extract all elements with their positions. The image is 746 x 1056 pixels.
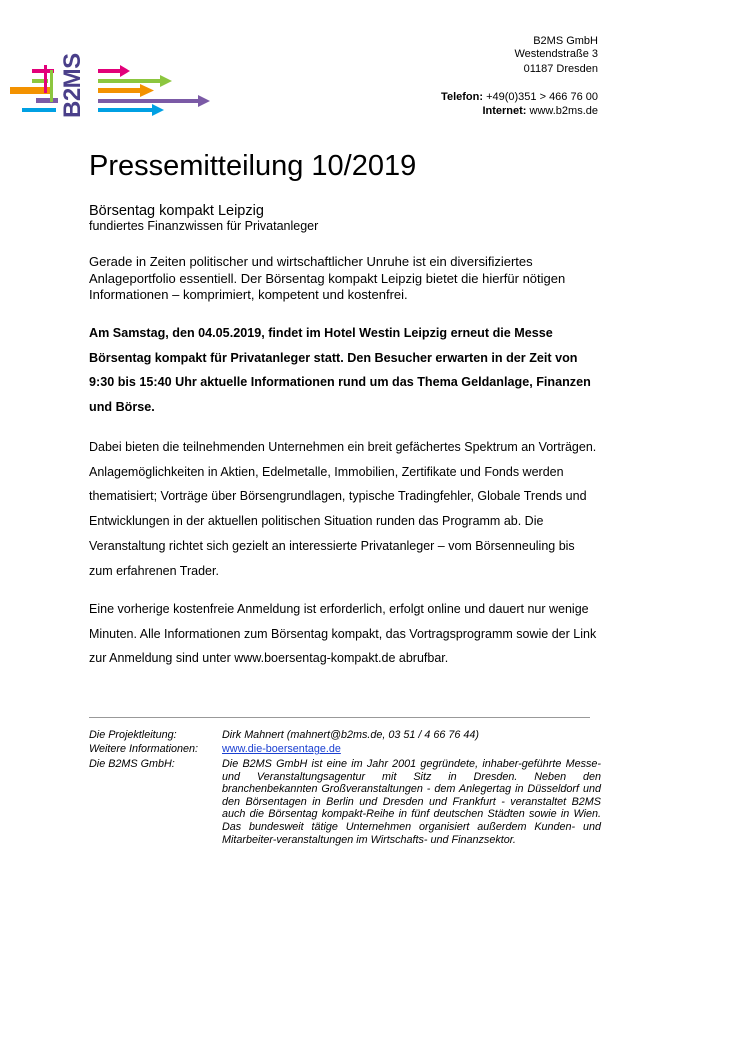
footer-divider bbox=[89, 717, 590, 718]
page-title: Pressemitteilung 10/2019 bbox=[89, 150, 417, 182]
logo-text bbox=[59, 44, 86, 118]
address-company: B2MS GmbH bbox=[533, 35, 598, 47]
project-lead-label: Die Projektleitung: bbox=[89, 729, 177, 741]
b2ms-logo bbox=[10, 40, 220, 120]
intro-paragraph: Gerade in Zeiten politischer und wirtschaftlicher Unruhe ist ein diversifiziertes Anlageportfolio essentiell. Der Börsentag kompakt Leipzig bietet die hierfür nötigen Informationen – komprimiert, kompetent und kostenfrei. bbox=[89, 254, 566, 302]
web-label: Internet: bbox=[482, 105, 527, 117]
project-lead-value: Dirk Mahnert (mahnert@b2ms.de, 03 51 / 4 66 76 44) bbox=[222, 729, 480, 741]
company-label: Die B2MS GmbH: bbox=[89, 758, 175, 770]
address-street: Westendstraße 3 bbox=[514, 48, 598, 60]
logo-arrows bbox=[10, 65, 210, 116]
contact-web bbox=[482, 105, 598, 118]
company-description: Die B2MS GmbH ist eine im Jahr 2001 gegründete, inhaber-geführte Messe- und Veranstaltungsagentur mit Sitz in Dresden. Neben den branchenbekannten Großveranstaltungen - dem Anlegertag in Düsseldorf und den Börsentagen in Berlin und Dresden und Frankfurt - veranstaltet B2MS auch die Börsentag kompakt-Reihe in fünf deutschen Städten sowie in Wien. Das bundesweit tätige Unternehmen organisiert außerdem Kunden- und Mitarbeiter-veranstaltungen im Wirtschafts- und Finanzsektor. bbox=[222, 758, 601, 846]
contact-phone bbox=[441, 91, 598, 104]
more-info-link[interactable]: www.die-boersentage.de bbox=[222, 743, 341, 755]
more-info-label: Weitere Informationen: bbox=[89, 743, 199, 755]
address-city: 01187 Dresden bbox=[523, 63, 598, 75]
more-info-value bbox=[222, 743, 601, 756]
phone-label: Telefon: bbox=[441, 91, 484, 103]
body-paragraph-registration: Eine vorherige kostenfreie Anmeldung ist erforderlich, erfolgt online und dauert nur wenige Minuten. Alle Informationen zum Börsentag kompakt, das Vortragsprogramm sowie der Link zur Anmeldung sind unter www.boersentag-kompakt.de abrufbar. bbox=[89, 602, 597, 666]
subtitle-secondary: fundiertes Finanzwissen für Privatanleger bbox=[89, 219, 319, 233]
logo-wordmark: B2MS bbox=[59, 53, 86, 118]
phone-value: +49(0)351 > 466 76 00 bbox=[483, 91, 598, 103]
lead-paragraph: Am Samstag, den 04.05.2019, findet im Hotel Westin Leipzig erneut die Messe Börsentag kompakt für Privatanleger statt. Den Besucher erwarten in der Zeit von 9:30 bis 15:40 Uhr aktuelle Informationen rund um das Thema Geldanlage, Finanzen und Börse. bbox=[89, 326, 591, 414]
body-paragraph-program: Dabei bieten die teilnehmenden Unternehmen ein breit gefächertes Spektrum an Vorträgen. Anlagemöglichkeiten in Aktien, Edelmetalle, Immobilien, Zertifikate und Fonds werden thematisiert; Vorträge über Börsengrundlagen, typische Tradingfehler, Globale Trends und Entwicklungen in der aktuellen politischen Situation runden das Programm ab. Die Veranstaltung richtet sich gezielt an interessierte Privatanleger – vom Börsenneuling bis zum erfahrenen Trader. bbox=[89, 440, 597, 578]
subtitle: Börsentag kompakt Leipzig bbox=[89, 203, 264, 219]
web-value: www.b2ms.de bbox=[526, 105, 598, 117]
